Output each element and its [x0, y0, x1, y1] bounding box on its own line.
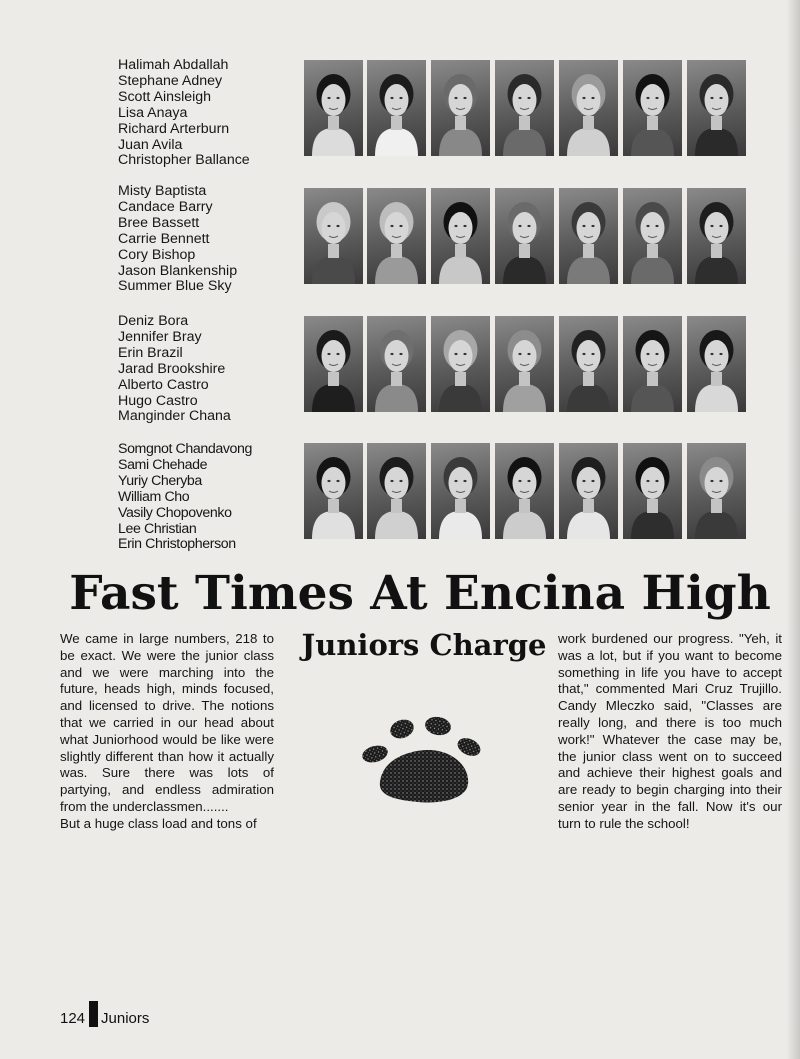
student-photo — [559, 443, 618, 539]
student-name: Vasily Chopovenko — [118, 504, 232, 521]
student-photo — [495, 316, 554, 412]
student-photo — [559, 316, 618, 412]
student-name: Misty Baptista — [118, 183, 207, 199]
student-photo — [304, 60, 363, 156]
student-photo — [687, 443, 746, 539]
student-photo — [431, 443, 490, 539]
student-name: Somgnot Chandavong — [118, 441, 252, 457]
student-name: Jennifer Bray — [118, 328, 202, 345]
article-text: work burdened our progress. "Yeh, it was a lot, but if you want to become something in life you have to accept that," commented Mari Cruz Trujillo. Candy Mleczko said, "Classes are really long, and there is too much work!" Whatever the case may be, the junior class went on to succeed and achieve their highest goals and are ready to begin charging into their senior year in the fall. Now it's our turn to rule the school! — [558, 631, 782, 831]
article-subhead: Juniors Charge — [301, 628, 547, 662]
student-name: Jason Blankenship — [118, 262, 238, 279]
student-name: Richard Arterburn — [118, 120, 230, 137]
name-list-3 — [118, 314, 298, 425]
student-name: Hugo Castro — [118, 392, 198, 409]
student-name: Yuriy Cheryba — [118, 472, 202, 489]
student-photo — [495, 188, 554, 284]
student-photo — [367, 443, 426, 539]
student-name: Deniz Bora — [118, 313, 189, 329]
article-text: We came in large numbers, 218 to be exact. We were the junior class and we were marching into the future, heads high, minds focused, and licensed to drive. The notions that we carried in our head about what Juniorhood would be like were slightly different than how it actually was. Sure there was lots of partying, and endless admiration from the underclassmen....... — [60, 631, 274, 814]
student-name: Summer Blue Sky — [118, 278, 232, 295]
student-name: Alberto Castro — [118, 376, 209, 393]
page-headline: Fast Times At Encina High — [69, 566, 771, 621]
student-name: Lee Christian — [118, 520, 197, 537]
article-text-continued: But a huge class load and tons of — [60, 815, 257, 831]
student-name: Halimah Abdallah — [118, 57, 229, 73]
student-name: Lisa Anaya — [118, 104, 188, 121]
student-photo — [623, 60, 682, 156]
student-name: Bree Bassett — [118, 214, 200, 231]
page-footer — [60, 1001, 149, 1027]
student-photo — [431, 60, 490, 156]
name-list-4 — [118, 442, 298, 553]
student-name: Candace Barry — [118, 198, 213, 215]
student-photo — [367, 60, 426, 156]
footer-bar — [89, 1001, 98, 1027]
student-name: Erin Christopherson — [118, 536, 236, 553]
student-photo — [431, 316, 490, 412]
section-label: Juniors — [101, 1010, 150, 1027]
student-photo — [687, 188, 746, 284]
student-name: Sami Chehade — [118, 456, 208, 473]
page-number: 124 — [60, 1010, 86, 1027]
student-photo — [687, 316, 746, 412]
student-photo — [304, 443, 363, 539]
student-photo — [495, 443, 554, 539]
student-photo — [559, 60, 618, 156]
article-column-left — [60, 631, 274, 833]
student-name: Jarad Brookshire — [118, 360, 226, 377]
article-column-right — [558, 631, 782, 833]
name-list-2 — [118, 184, 298, 295]
student-photo — [623, 443, 682, 539]
student-name: Erin Brazil — [118, 344, 183, 361]
student-photo — [623, 316, 682, 412]
student-name: Carrie Bennett — [118, 230, 210, 247]
student-name: Stephane Adney — [118, 72, 223, 89]
student-photo — [623, 188, 682, 284]
student-name: Scott Ainsleigh — [118, 88, 212, 105]
name-list-1 — [118, 58, 298, 169]
page-edge — [786, 0, 800, 1059]
student-photo — [367, 316, 426, 412]
student-name: Christopher Ballance — [118, 152, 250, 169]
student-photo — [304, 188, 363, 284]
student-photo — [559, 188, 618, 284]
student-name: Juan Avila — [118, 136, 183, 153]
student-photo — [495, 60, 554, 156]
student-name: William Cho — [118, 488, 190, 505]
student-photo — [367, 188, 426, 284]
student-photo — [304, 316, 363, 412]
student-photo — [431, 188, 490, 284]
student-name: Cory Bishop — [118, 246, 196, 263]
student-photo — [687, 60, 746, 156]
paw-print-icon — [358, 712, 488, 812]
student-name: Manginder Chana — [118, 408, 231, 425]
